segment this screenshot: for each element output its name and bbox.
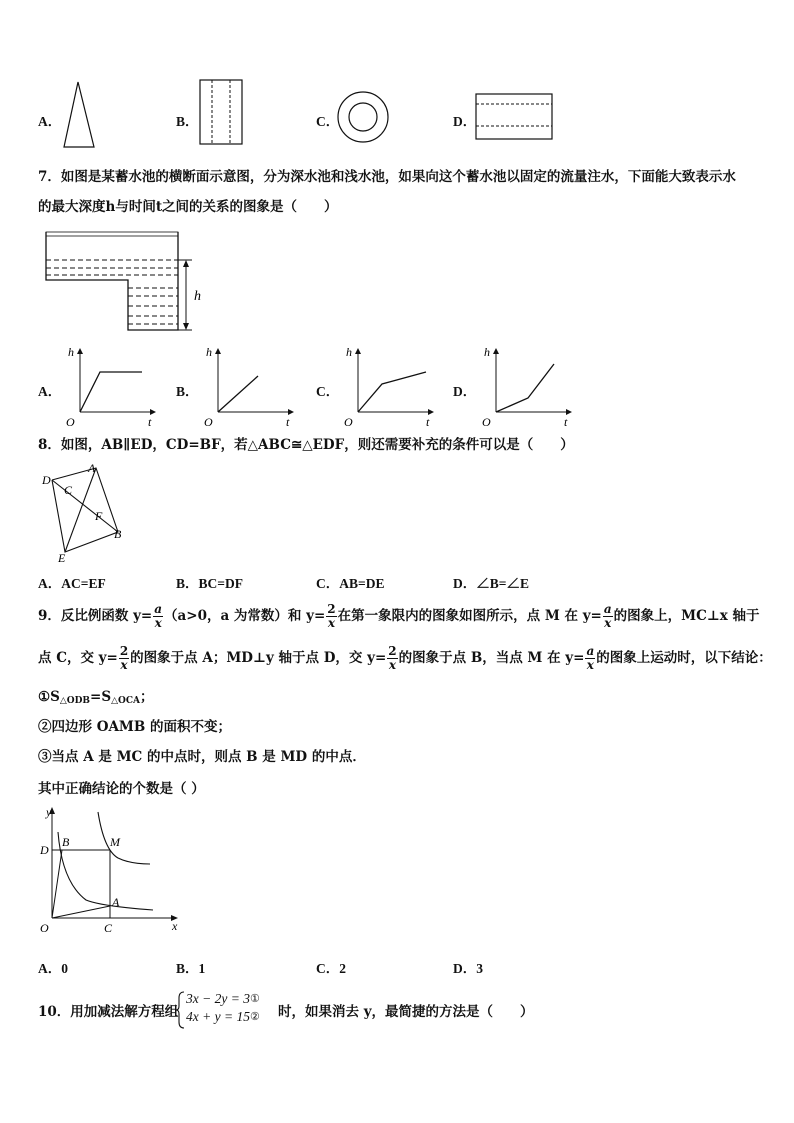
q7-graph-d (478, 344, 578, 429)
graph-d-origin: O (482, 415, 491, 429)
q9-option-c: C．2 (316, 961, 346, 976)
q9-l2-c: 的图象于点 B，当点 M 在 y= (398, 650, 585, 666)
q7-stem-line2: 的最大深度h与时间t之间的关系的图象是（ ） (38, 199, 338, 215)
q9-line2 (38, 642, 772, 674)
q6-figure-b-rectangle (198, 78, 248, 150)
graph-c-y-label: h (346, 345, 352, 359)
graph-a-x-label: t (148, 415, 152, 429)
q9-l1-d: 的图象上，MC⊥x 轴于 (613, 608, 760, 624)
graph-d-x-label: t (564, 415, 568, 429)
svg-text:D: D (40, 843, 49, 857)
q8-option-c: C．AB=DE (316, 576, 385, 591)
graph-a-y-label: h (68, 345, 74, 359)
q9-conclusion-2: ②四边形 OAMB 的面积不变； (38, 719, 231, 735)
frac-a-over-x: $\frac{a}{x}$ (603, 602, 612, 630)
graph-b-origin: O (204, 415, 213, 429)
q6-option-c-label: C． (316, 114, 340, 129)
q7-pool-cross-section (42, 230, 222, 340)
q10-equation-2: 4x + y = 15② (186, 1009, 260, 1024)
svg-text:C: C (104, 921, 113, 935)
svg-text:y: y (46, 805, 52, 819)
frac-2-over-x: $\frac{2}{x}$ (327, 602, 336, 630)
q7-option-b-label: B． (176, 384, 199, 399)
q10-prefix: 10．用加减法解方程组 (38, 1004, 179, 1020)
q9-option-a: A．0 (38, 961, 68, 976)
q8-figure (38, 460, 138, 565)
q6-figure-a-triangle (60, 80, 110, 150)
q9-option-d: D．3 (453, 961, 483, 976)
brace-icon (176, 990, 186, 1030)
graph-c-origin: O (344, 415, 353, 429)
svg-text:M: M (110, 835, 120, 849)
svg-text:A: A (112, 895, 120, 909)
graph-b-y-label: h (206, 345, 212, 359)
graph-d-y-label: h (484, 345, 490, 359)
q8-option-b: B．BC=DF (176, 576, 243, 591)
q7-option-a-label: A． (38, 384, 62, 399)
q9-conclusion-1: $①S_{\triangle ODB}=S_{\triangle OCA}$； (38, 689, 154, 706)
q7-graph-b (200, 344, 300, 429)
q6-figure-d-rectangle (474, 92, 556, 144)
q9-option-b: B．1 (176, 961, 206, 976)
svg-text:B: B (62, 835, 70, 849)
q7-stem-line1: 7．如图是某蓄水池的横断面示意图，分为深水池和浅水池，如果向这个蓄水池以固定的流量注水，下面能大致表示水 (38, 169, 736, 185)
q9-line1 (38, 600, 760, 632)
q9-l1-a: 9．反比例函数 y= (38, 608, 153, 624)
q9-l2-d: 的图象上运动时，以下结论： (596, 650, 772, 666)
graph-c-x-label: t (426, 415, 430, 429)
q8-stem: 8．如图，AB∥ED，CD=BF，若△ABC≅△EDF，则还需要补充的条件可以是（ ） (38, 437, 574, 453)
q6-option-a-label: A． (38, 114, 62, 129)
q9-l2-b: 的图象于点 A；MD⊥y 轴于点 D，交 y= (130, 650, 387, 666)
q9-question: 其中正确结论的个数是（ ） (38, 781, 205, 797)
frac-2-over-x: $\frac{2}{x}$ (388, 644, 397, 672)
q8-point-d: D (42, 473, 51, 487)
q9-l1-b: （a>0，a 为常数）和 y= (164, 608, 326, 624)
frac-a-over-x: $\frac{a}{x}$ (586, 644, 595, 672)
frac-a-over-x: $\frac{a}{x}$ (154, 602, 163, 630)
pool-h-label: h (194, 289, 201, 304)
q10-suffix: 时，如果消去 y，最简捷的方法是（ ） (278, 1004, 534, 1020)
q7-option-c-label: C． (316, 384, 340, 399)
q6-option-b-label: B． (176, 114, 199, 129)
q7-graph-c (340, 344, 440, 429)
q8-point-a: A (88, 461, 96, 475)
q9-figure (38, 802, 188, 937)
frac-2-over-x: $\frac{2}{x}$ (119, 644, 129, 672)
q9-conclusion-3: ③当点 A 是 MC 的中点时，则点 B 是 MD 的中点． (38, 749, 366, 765)
q9-l2-a: 点 C，交 y= (38, 650, 118, 666)
svg-text:x: x (172, 919, 178, 933)
q8-point-b: B (114, 527, 122, 541)
q6-figure-c-ring (336, 90, 392, 146)
q7-option-d-label: D． (453, 384, 477, 399)
q6-option-d-label: D． (453, 114, 477, 129)
graph-a-origin: O (66, 415, 75, 429)
q10-equation-1: 3x − 2y = 3① (186, 991, 260, 1006)
q7-graph-a (62, 344, 162, 429)
q8-option-a: A．AC=EF (38, 576, 106, 591)
q8-point-c: C (64, 483, 73, 497)
q9-l1-c: 在第一象限内的图象如图所示，点 M 在 y= (337, 608, 602, 624)
svg-text:O: O (40, 921, 49, 935)
graph-b-x-label: t (286, 415, 290, 429)
q8-point-f: F (95, 509, 103, 523)
q8-point-e: E (58, 551, 66, 565)
q8-option-d: D．∠B=∠E (453, 576, 529, 591)
